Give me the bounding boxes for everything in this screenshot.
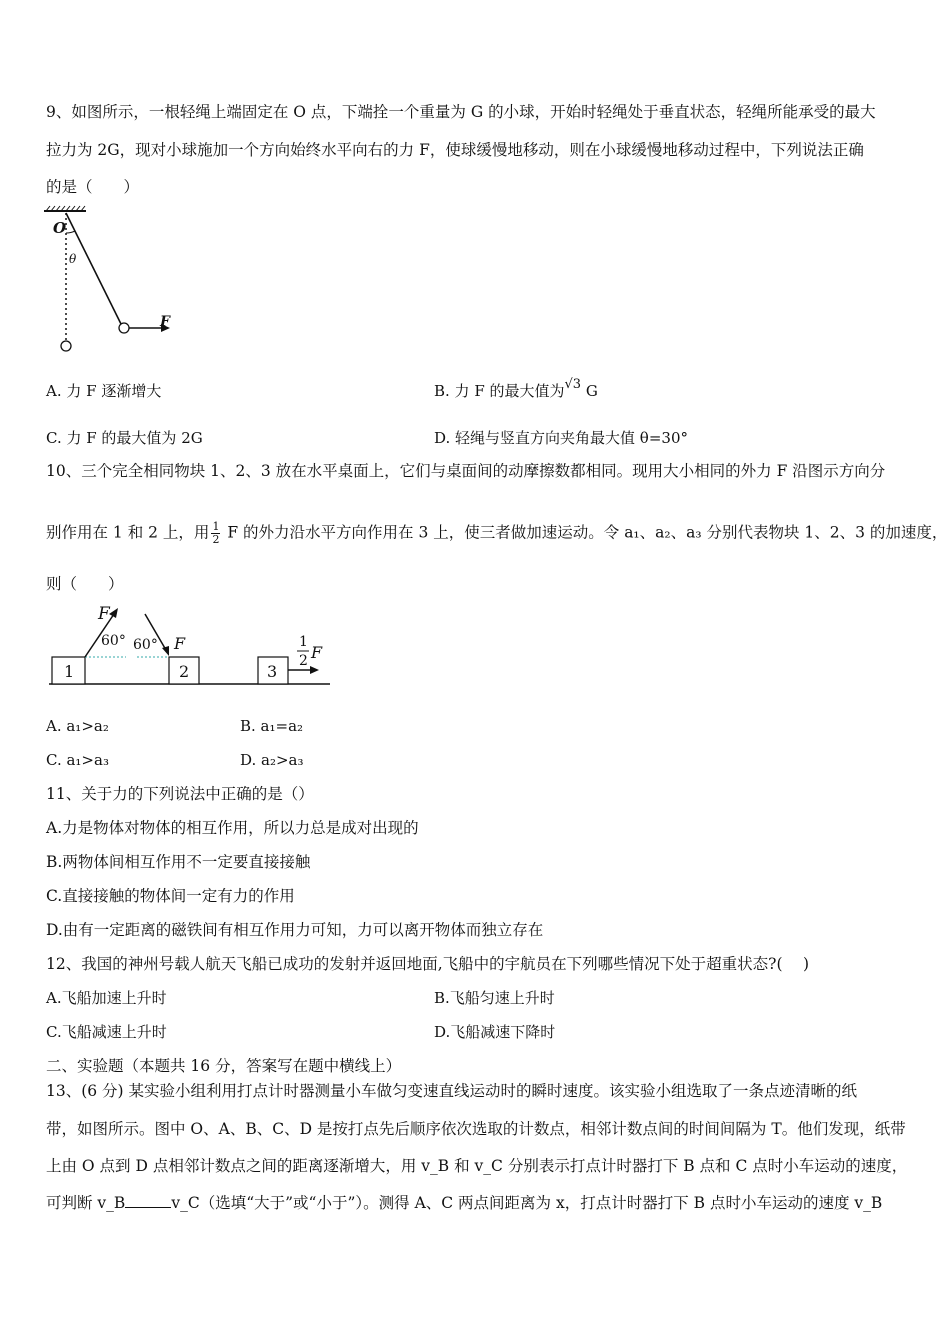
fig-label-F1: F <box>98 604 110 624</box>
fraction-one-half: $\frac{1}{2}$ <box>212 520 220 546</box>
block-2-label: 2 <box>179 662 190 681</box>
block-3-label: 3 <box>267 662 278 681</box>
q10-stem-line2-start: 别作用在 1 和 2 上，用 <box>46 523 210 542</box>
q9-option-d: D. 轻绳与竖直方向夹角最大值 θ=30° <box>434 429 688 447</box>
q10-option-c: C. a₁>a₃ <box>46 751 109 769</box>
fig-label-theta: θ <box>69 252 77 266</box>
answer-blank <box>125 1195 171 1208</box>
q12-stem: 12、我国的神州号载人航天飞船已成功的发射并返回地面,飞船中的宇航员在下列哪些情况下处于超重状态?( ) <box>46 955 809 973</box>
q11-option-d: D.由有一定距离的磁铁间有相互作用力可知，力可以离开物体而独立存在 <box>46 921 544 939</box>
fig-label-F: F <box>160 314 170 330</box>
q11-option-a: A.力是物体对物体的相互作用，所以力总是成对出现的 <box>46 819 419 837</box>
q10-option-b: B. a₁=a₂ <box>240 717 304 735</box>
fig-label-O: O <box>53 219 67 237</box>
q11-option-b: B.两物体间相互作用不一定要直接接触 <box>46 853 311 871</box>
q13-line4-end: v_C（选填“大于”或“小于”）。测得 A、C 两点间距离为 x，打点计时器打下 B 点时小车运动的速度 v_B <box>171 1194 883 1212</box>
q9-option-a: A. 力 F 逐渐增大 <box>46 382 162 400</box>
fig-label-F2: F <box>174 634 186 653</box>
q10-stem-line2-end: F 的外力沿水平方向作用在 3 上，使三者做加速运动。令 a₁、a₂、a₃ 分别代表物块 1、2、3 的加速度， <box>222 523 948 542</box>
q12-option-c: C.飞船减速上升时 <box>46 1023 167 1041</box>
q9-option-b <box>434 377 598 403</box>
fig-frac-den: 2 <box>299 653 308 669</box>
fig-label-angle2: 60° <box>133 637 158 653</box>
q9-option-b-unit: G <box>581 382 598 400</box>
q10-stem-line2 <box>46 521 947 546</box>
q9-stem-line2: 拉力为 2G，现对小球施加一个方向始终水平向右的力 F，使球缓慢地移动，则在小球缓慢地移动过程中，下列说法正确 <box>46 141 864 159</box>
q9-stem-line1: 9、如图所示，一根轻绳上端固定在 O 点，下端拴一个重量为 G 的小球，开始时轻绳处于垂直状态，轻绳所能承受的最大 <box>46 103 876 121</box>
section-heading: 二、实验题（本题共 16 分，答案写在题中横线上） <box>46 1057 402 1075</box>
sqrt-3: √3 <box>564 377 582 392</box>
q12-option-d: D.飞船减速下降时 <box>434 1023 556 1041</box>
q13-stem-line3: 上由 O 点到 D 点相邻计数点之间的距离逐渐增大，用 v_B 和 v_C 分别表示打点计时器打下 B 点和 C 点时小车运动的速度， <box>46 1157 908 1175</box>
q10-option-a: A. a₁>a₂ <box>46 717 109 735</box>
q9-option-b-text: B. 力 F 的最大值为 <box>434 382 565 400</box>
q10-stem-line1: 10、三个完全相同物块 1、2、3 放在水平桌面上，它们与桌面间的动摩擦数都相同。现用大小相同的外力 F 沿图示方向分 <box>46 462 886 480</box>
q13-stem-line4 <box>46 1193 882 1213</box>
q10-blocks-figure <box>46 600 336 692</box>
q12-option-a: A.飞船加速上升时 <box>46 989 167 1007</box>
q9-stem-line3: 的是（ ） <box>46 178 140 196</box>
fig-label-angle1: 60° <box>101 633 126 649</box>
q10-stem-line3: 则（ ） <box>46 575 124 593</box>
q10-option-d: D. a₂>a₃ <box>240 751 304 769</box>
q13-line4-start: 可判断 v_B <box>46 1194 126 1212</box>
q11-option-c: C.直接接触的物体间一定有力的作用 <box>46 887 295 905</box>
q9-pendulum-figure <box>38 205 188 355</box>
q11-stem: 11、关于力的下列说法中正确的是（） <box>46 785 314 803</box>
fig-frac-num: 1 <box>299 634 308 650</box>
q9-option-c: C. 力 F 的最大值为 2G <box>46 429 203 447</box>
q13-stem-line2: 带，如图所示。图中 O、A、B、C、D 是按打点先后顺序依次选取的计数点，相邻计数点间的时间间隔为 T。他们发现，纸带 <box>46 1120 906 1138</box>
fig-label-F3: F <box>311 643 323 662</box>
block-1-label: 1 <box>64 662 75 681</box>
q13-stem-line1: 13、(6 分) 某实验小组利用打点计时器测量小车做匀变速直线运动时的瞬时速度。该实验小组选取了一条点迹清晰的纸 <box>46 1082 858 1100</box>
q12-option-b: B.飞船匀速上升时 <box>434 989 555 1007</box>
